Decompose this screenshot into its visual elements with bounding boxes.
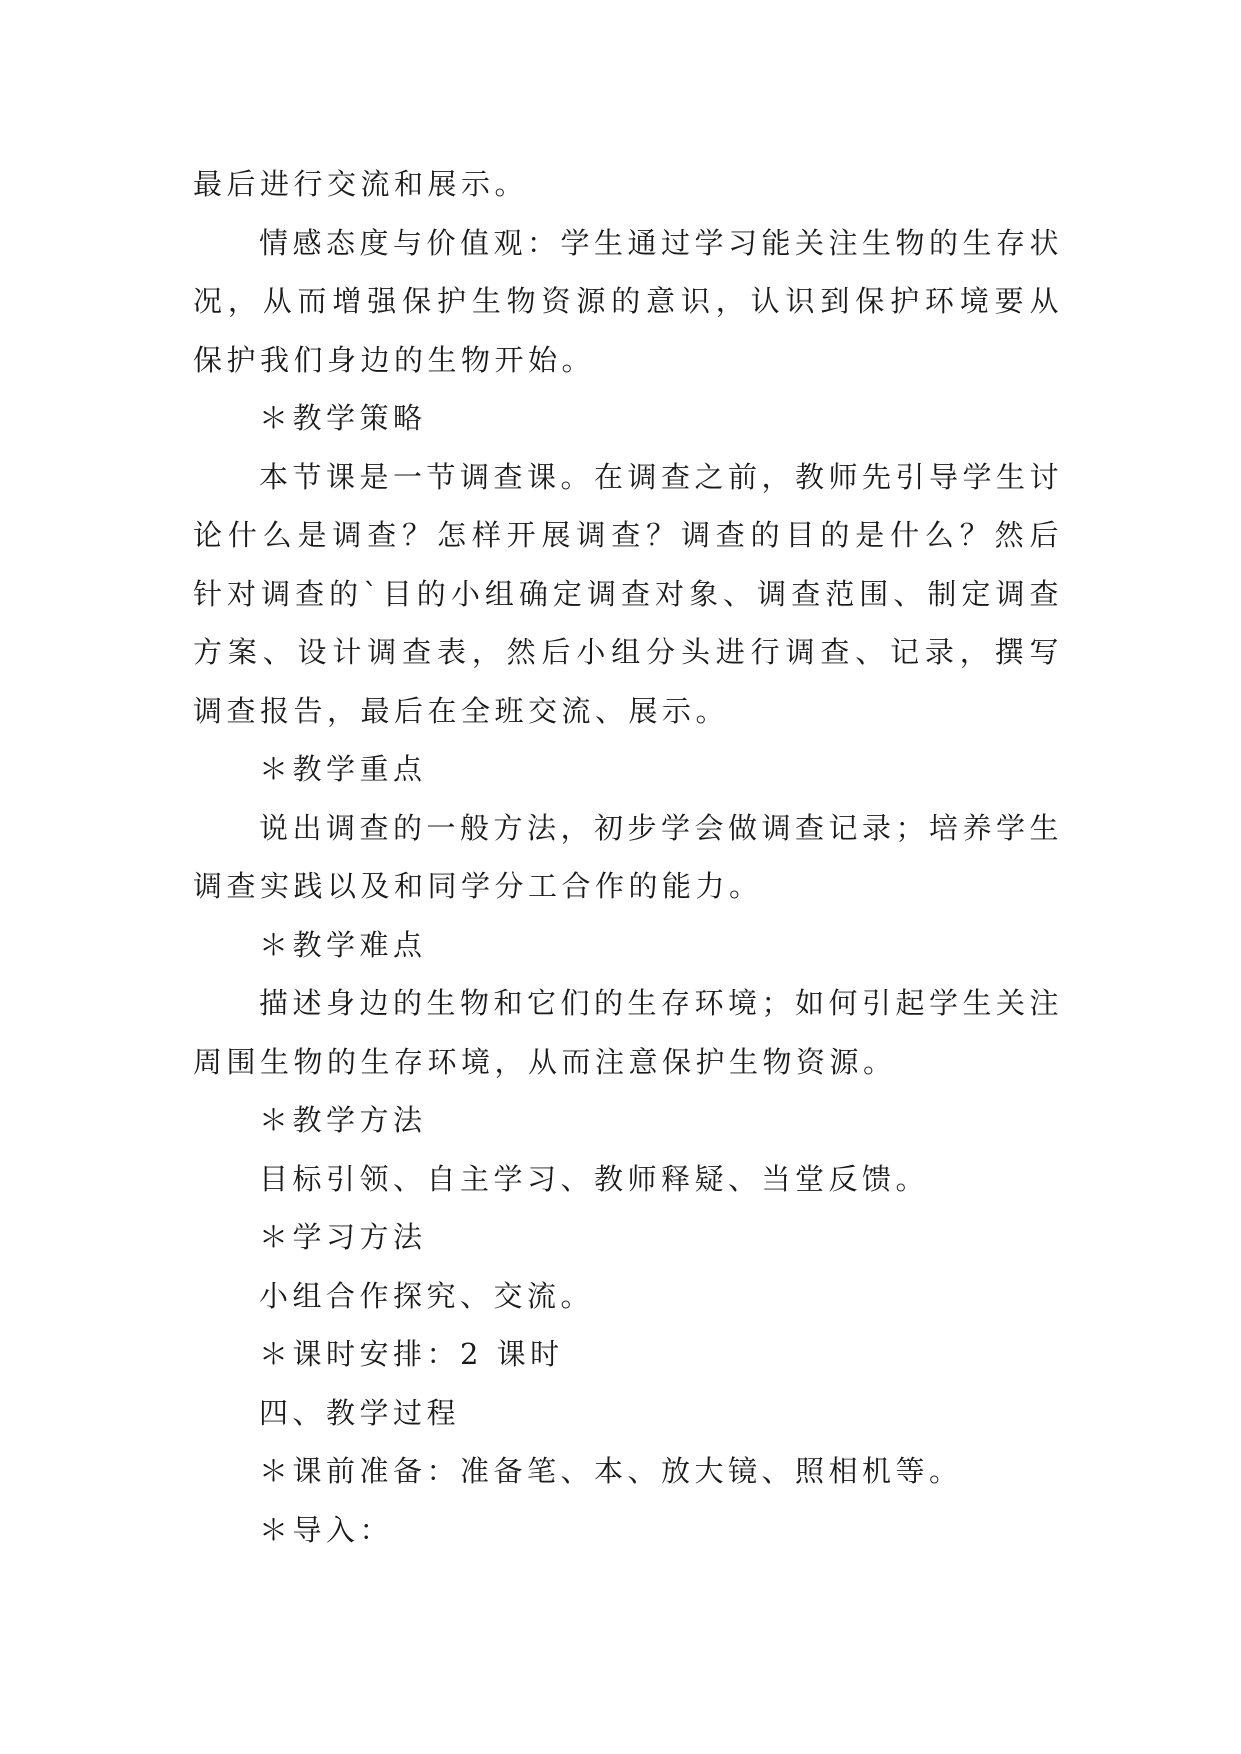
paragraph: 情感态度与价值观：学生通过学习能关注生物的生存状况，从而增强保护生物资源的意识，认识到保护环境要从保护我们身边的生物开始。 (193, 225, 1064, 377)
paragraph: 小组合作探究、交流。 (259, 1278, 595, 1313)
section-heading: ＊教学策略 (259, 401, 427, 435)
paragraph: 本节课是一节调查课。在调查之前，教师先引导学生讨论什么是调查？怎样开展调查？调查的目的是什么？然后针对调查的`目的小组确定调查对象、调查范围、制定调查方案、设计调查表，然后小组分头进行调查、记录，撰写调查报告，最后在全班交流、展示。 (193, 459, 1064, 728)
paragraph: 说出调查的一般方法，初步学会做调查记录；培养学生调查实践以及和同学分工合作的能力。 (193, 810, 1064, 903)
section-heading: ＊学习方法 (259, 1220, 427, 1254)
paragraph: 最后进行交流和展示。 (193, 167, 529, 201)
document-body (193, 155, 1063, 1559)
paragraph: 目标引领、自主学习、教师释疑、当堂反馈。 (259, 1161, 930, 1196)
paragraph: ＊导入： (259, 1512, 394, 1547)
section-heading: 四、教学过程 (259, 1395, 461, 1430)
paragraph: ＊课时安排：2 课时 (259, 1337, 564, 1371)
section-heading: ＊教学难点 (259, 927, 427, 962)
section-heading: ＊教学重点 (259, 752, 427, 786)
paragraph: ＊课前准备：准备笔、本、放大镜、照相机等。 (259, 1454, 963, 1488)
section-heading: ＊教学方法 (259, 1103, 427, 1137)
paragraph: 描述身边的生物和它们的生存环境；如何引起学生关注周围生物的生存环境，从而注意保护生物资源。 (193, 986, 1064, 1079)
